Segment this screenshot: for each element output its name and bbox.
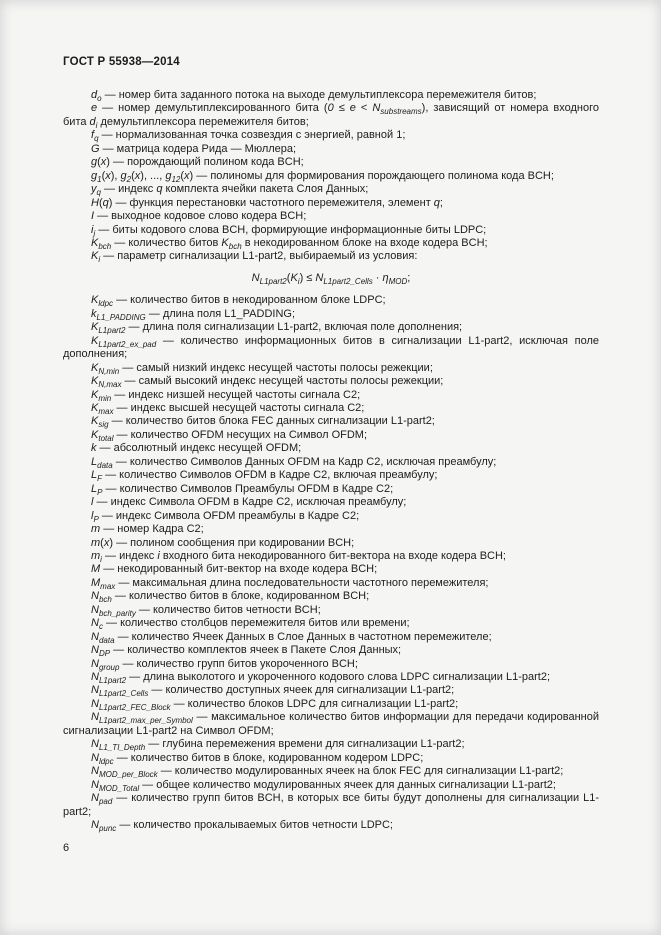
definitions-list [63, 89, 599, 832]
definition-entry: $K_{ldpc}$ — количество битов в некодированном блоке LDPC; [91, 294, 386, 309]
definition-entry: m — номер Кадра C2; [91, 523, 204, 536]
definition-entry: $K_{N,min}$ — самый низкий индекс несущей частоты полосы режекции; [91, 361, 433, 376]
definition-entry: k — абсолютный индекс несущей OFDM; [91, 442, 302, 455]
definition-entry: $N_{L1part2\_max\_per\_Symbol}$ — максимальное количество битов информации для передачи кодированной сигнализации L1-part2 на Символ OFDM; [63, 711, 599, 737]
definition-entry: $N_{pad}$ — количество групп битов BCH, в которых все биты будут дополнены для сигнализации L1-part2; [63, 792, 599, 818]
signalling-condition-formula: $N_{L1part2}(K_i) \le N_{L1part2\_Cells} \cdot \eta_{MOD}$; [251, 271, 411, 287]
definition-entry: $k_{L1\_PADDING}$ — длина поля L1_PADDING; [91, 307, 296, 322]
definition-entry: $l_P$ — индекс Символа OFDM преамбулы в Кадре C2; [91, 509, 360, 524]
definition-entry: $L_F$ — количество Символов OFDM в Кадре C2, включая преамбулу; [91, 469, 438, 484]
definition-entry: $K_{L1part2}$ — длина поля сигнализации L1-part2, включая поле дополнения; [91, 321, 463, 336]
definition-entry: $K_{N,max}$ — самый высокий индекс несущей частоты полосы режекции; [91, 375, 444, 390]
definition-entry: $i_j$ — биты кодового слова BCH, формирующие информационные биты LDPC; [91, 223, 487, 238]
definition-entry: g(x) — порождающий полином кода BCH; [91, 156, 304, 169]
definition-entry: $N_{L1part2}$ — длина выколотого и укороченного кодового слова LDPC сигнализации L1-part2; [91, 671, 551, 686]
definition-entry: H(q) — функция перестановки частотного перемежителя, элемент q; [91, 196, 443, 209]
definition-entry: $K_{L1part2\_ex\_pad}$ — количество информационных битов в сигнализации L1-part2, исключая поле дополнения; [63, 334, 599, 361]
definition-entry: G — матрица кодера Рида — Мюллера; [91, 142, 297, 155]
definition-entry: $N_c$ — количество столбцов перемежителя битов или времени; [91, 617, 410, 632]
definition-entry: I — выходное кодовое слово кодера BCH; [91, 210, 307, 223]
page-number: 6 [63, 842, 70, 855]
definition-entry: $N_{MOD\_per\_Block}$ — количество модулированных ячеек на блок FEC для сигнализации L1-part2; [91, 765, 564, 780]
definition-entry: $N_{bch\_parity}$ — количество битов четности BCH; [91, 603, 321, 618]
definition-entry: $L_P$ — количество Символов Преамбулы OFDM в Кадре C2; [91, 482, 394, 497]
definition-entry: $K_{sig}$ — количество битов блока FEC данных сигнализации L1-part2; [91, 415, 435, 430]
definition-entry: M — некодированный бит-вектор на входе кодера BCH; [91, 563, 378, 576]
definition-entry: $K_{bch}$ — количество битов $K_{bch}$ в некодированном блоке на входе кодера BCH; [91, 236, 488, 252]
definition-entry: $N_{L1part2\_FEC\_Block}$ — количество блоков LDPC для сигнализации L1-part2; [91, 697, 459, 713]
definition-entry: $N_{ldpc}$ — количество битов в блоке, кодированном кодером LDPC; [91, 751, 424, 766]
definition-entry: $N_{L1part2\_Cells}$ — количество доступных ячеек для сигнализации L1-part2; [91, 684, 455, 699]
definition-entry: $N_{bch}$ — количество битов в блоке, кодированном BCH; [91, 590, 370, 605]
definition-entry: m(x) — полином сообщения при кодировании BCH; [91, 536, 355, 549]
definition-entry: $K_{total}$ — количество OFDM несущих на Символ OFDM; [91, 428, 368, 444]
definition-entry: $N_{group}$ — количество групп битов укороченного BCH; [91, 657, 358, 672]
definition-entry: l — индекс Символа OFDM в Кадре C2, исключая преамбулу; [91, 496, 407, 509]
definition-entry: $g_1(x)$, $g_2(x)$, ..., $g_{12}(x)$ — полиномы для формирования порождающего полинома кода BCH; [91, 169, 554, 184]
definition-entry: $M_{max}$ — максимальная длина последовательности частотного перемежителя; [91, 576, 489, 592]
definition-entry: e — номер демультиплексированного бита $(0 \le e < N_{substreams})$, зависящий от номера входного бита $d_i$ демультиплексора перемежителя битов; [63, 102, 599, 131]
definition-entry: $K_{min}$ — индекс низшей несущей частоты сигнала C2; [91, 388, 361, 403]
definition-entry: $N_{data}$ — количество Ячеек Данных в Слое Данных в частотном перемежителе; [91, 630, 492, 645]
document-header: ГОСТ Р 55938—2014 [63, 56, 180, 68]
definition-entry: $K_{max}$ — индекс высшей несущей частоты сигнала C2; [91, 401, 365, 417]
definition-entry: $N_{L1\_TI\_Depth}$ — глубина перемежения времени для сигнализации L1-part2; [91, 738, 465, 753]
definition-entry: $L_{data}$ — количество Символов Данных OFDM на Кадр C2, исключая преамбулу; [91, 455, 497, 470]
definition-entry: $N_{punc}$ — количество прокалываемых битов четности LDPC; [91, 819, 393, 834]
definition-entry: $N_{MOD\_Total}$ — общее количество модулированных ячеек для данных сигнализации L1-part2; [91, 778, 556, 793]
definition-entry: $m_i$ — индекс i входного бита некодированного бит-вектора на входе кодера BCH; [91, 549, 506, 565]
definition-entry: $K_i$ — параметр сигнализации L1-part2, выбираемый из условия: [91, 250, 418, 265]
definition-entry: $N_{DP}$ — количество комплектов ячеек в Пакете Слоя Данных; [91, 644, 402, 659]
definition-entry: $f_q$ — нормализованная точка созвездия с энергией, равной 1; [91, 129, 406, 144]
definition-entry: $d_o$ — номер бита заданного потока на выходе демультиплексора перемежителя битов; [91, 89, 537, 104]
definition-entry: $y_q$ — индекс q комплекта ячейки пакета Слоя Данных; [91, 183, 369, 198]
